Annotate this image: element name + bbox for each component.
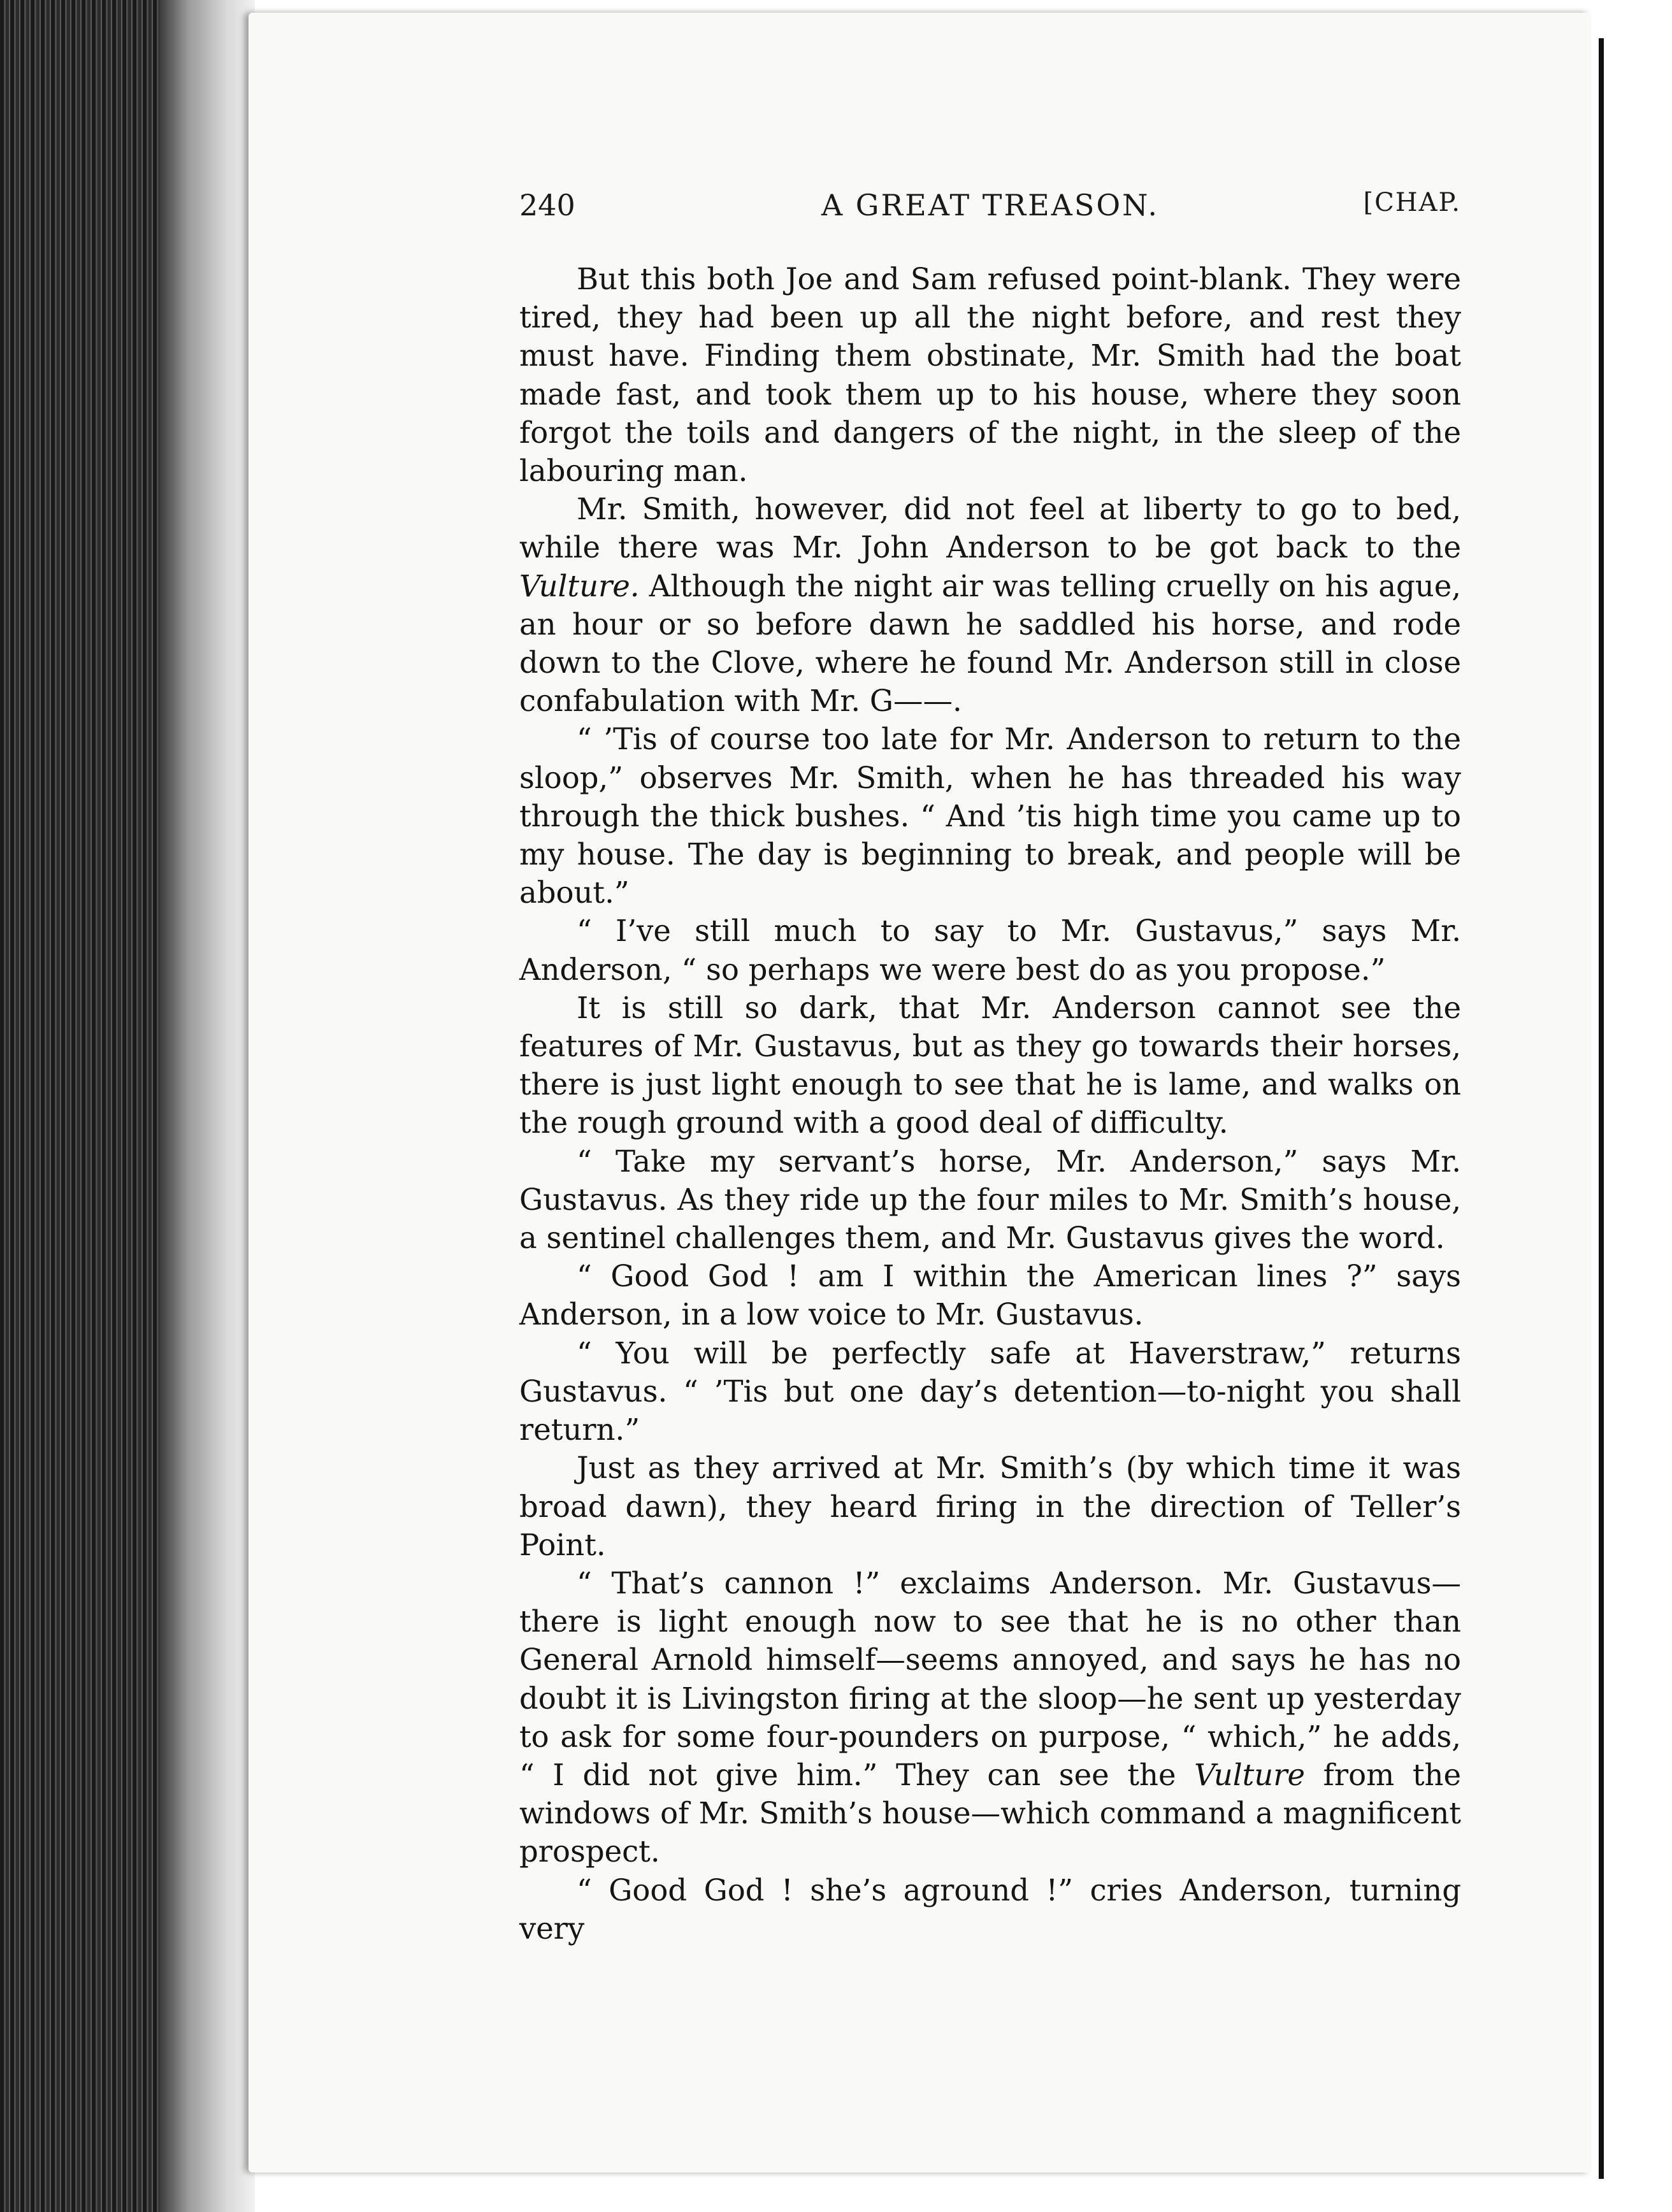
paragraph <box>519 912 1461 988</box>
chapter-marker: [CHAP. <box>1363 188 1461 217</box>
text-run: It is still so dark, that Mr. Anderson cannot see the features of Mr. Gustavus, but as they go towards their horses, there is just light enough to see that he is lame, and walks on the rough ground with a good deal of difficulty. <box>519 990 1461 1140</box>
gutter-line <box>1599 38 1604 2179</box>
text-run: “ That’s cannon !” exclaims Anderson. Mr. Gustavus—there is light enough now to see that he is no other than General Arnold himself—seems annoyed, and says he has no doubt it is Livingston firing at the sloop—he sent up yesterday to ask for some four-pounders on purpose, “ which,” he adds, “ I did not give him.” They can see the <box>519 1565 1461 1792</box>
text-run: Mr. Smith, however, did not feel at liberty to go to bed, while there was Mr. John Anderson to be got back to the <box>519 492 1461 565</box>
italic-text: Vulture <box>1194 1757 1305 1792</box>
paragraph <box>519 1257 1461 1333</box>
text-run: “ I’ve still much to say to Mr. Gustavus,” says Mr. Anderson, “ so perhaps we were best do as you propose.” <box>519 914 1461 987</box>
text-run: from the windows of Mr. Smith’s house—which command a magnificent prospect. <box>519 1757 1461 1869</box>
text-run: “ Take my servant’s horse, Mr. Anderson,” says Mr. Gustavus. As they ride up the four miles to Mr. Smith’s house, a sentinel challenges them, and Mr. Gustavus gives the word. <box>519 1144 1461 1256</box>
text-run: “ ’Tis of course too late for Mr. Anderson to return to the sloop,” observes Mr. Smith, when he has threaded his way through the thick bushes. “ And ’tis high time you came up to my house. The day is beginning to break, and people will be about.” <box>519 722 1461 910</box>
italic-text: Vulture. <box>519 568 640 603</box>
paragraph <box>519 1449 1461 1564</box>
page-number: 240 <box>519 188 575 222</box>
facing-page-edge <box>1590 0 1672 2212</box>
paragraph <box>519 1334 1461 1449</box>
paragraph <box>519 490 1461 720</box>
text-run: But this both Joe and Sam refused point-blank. They were tired, they had been up all the night before, and rest they must have. Finding them obstinate, Mr. Smith had the boat made fast, and took them up to his house, where they soon forgot the toils and dangers of the night, in the sleep of the labouring man. <box>519 262 1461 489</box>
paragraph <box>519 1564 1461 1871</box>
text-run: Just as they arrived at Mr. Smith’s (by which time it was broad dawn), they heard firing in the direction of Teller’s Point. <box>519 1451 1461 1562</box>
text-run: “ You will be perfectly safe at Haverstraw,” returns Gustavus. “ ’Tis but one day’s detention—to-night you shall return.” <box>519 1335 1461 1447</box>
paragraph <box>519 1871 1461 1948</box>
text-run: “ Good God ! am I within the American lines ?” says Anderson, in a low voice to Mr. Gustavus. <box>519 1259 1461 1332</box>
text-run: Although the night air was telling cruelly on his ague, an hour or so before dawn he saddled his horse, and rode down to the Clove, where he found Mr. Anderson still in close confabulation with Mr. G——. <box>519 568 1461 719</box>
text-run: “ Good God ! she’s aground !” cries Anderson, turning very <box>519 1872 1461 1946</box>
paragraph <box>519 720 1461 912</box>
body-text <box>519 260 1461 1948</box>
book-page-edges <box>0 0 255 2212</box>
running-title: A GREAT TREASON. <box>821 188 1160 222</box>
paragraph <box>519 260 1461 490</box>
paragraph <box>519 1142 1461 1258</box>
page-header <box>519 188 1461 233</box>
paragraph <box>519 989 1461 1142</box>
